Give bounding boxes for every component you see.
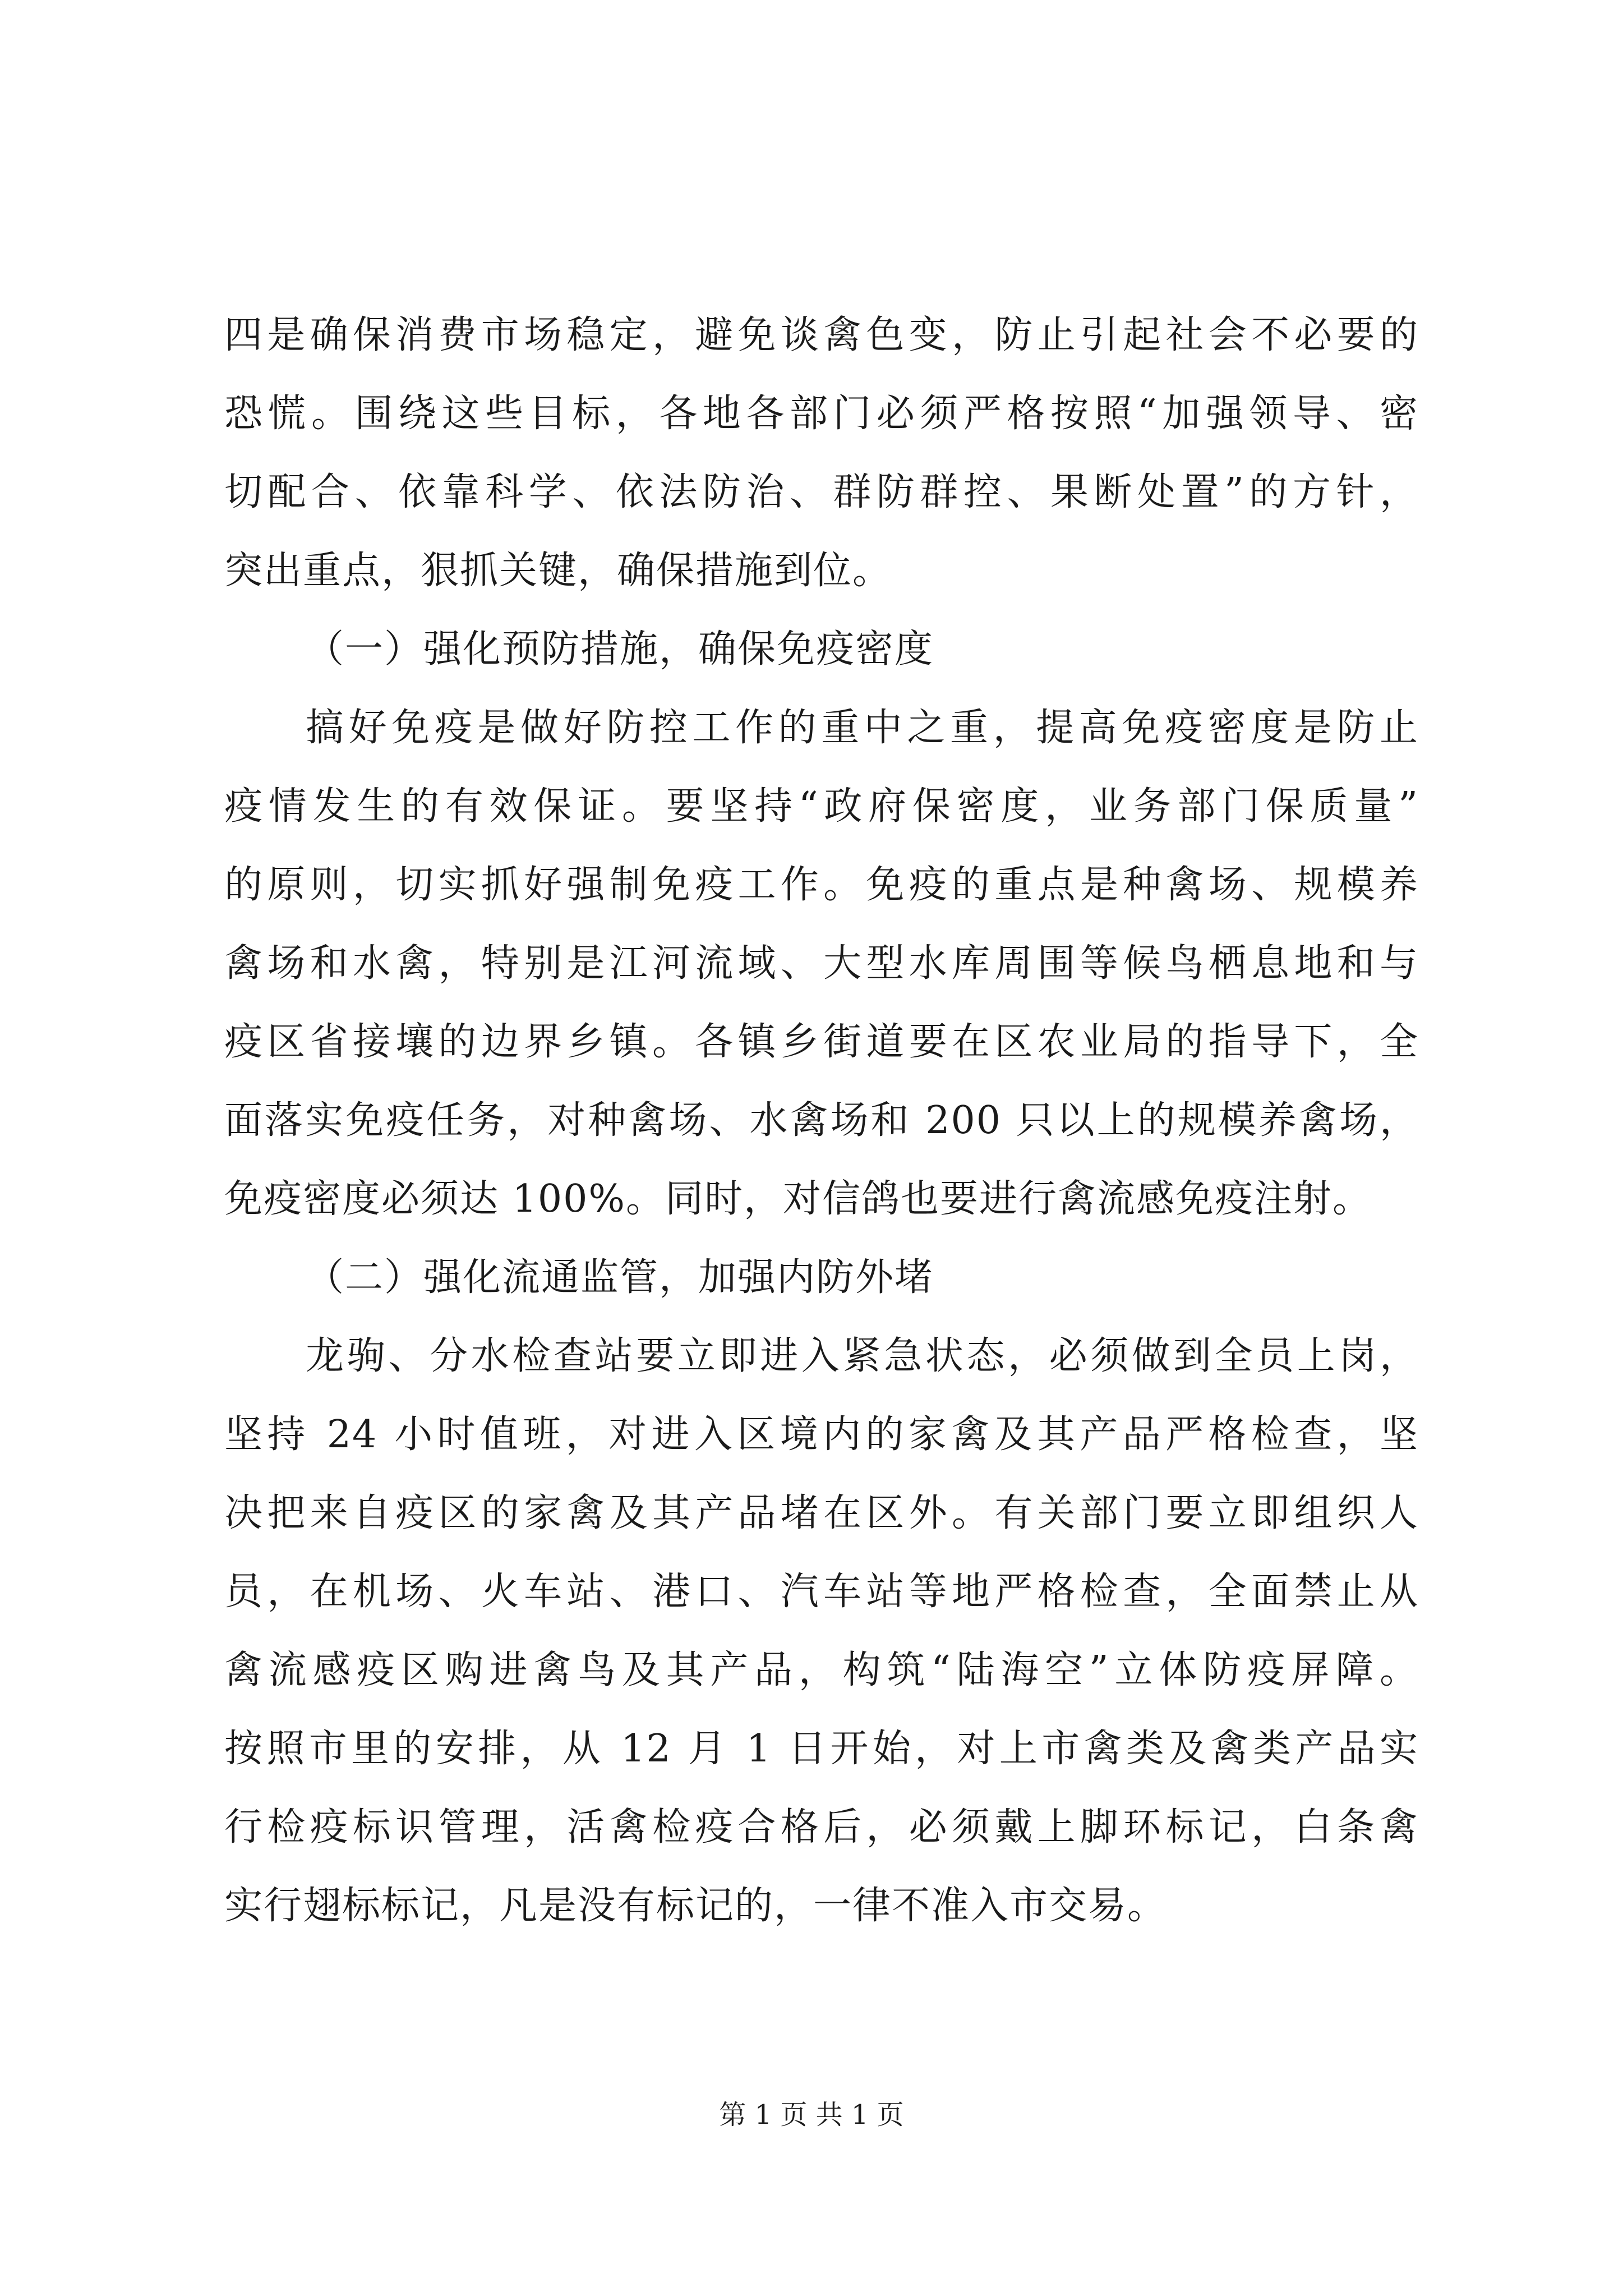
body-line: 突出重点，狠抓关键，确保措施到位。 [224, 549, 892, 593]
body-line: 行检疫标识管理，活禽检疫合格后，必须戴上脚环标记，白条禽 [224, 1805, 1419, 1849]
body-line: 员，在机场、火车站、港口、汽车站等地严格检查，全面禁止从 [224, 1570, 1419, 1614]
body-line: 四是确保消费市场稳定，避免谈禽色变，防止引起社会不必要的 [224, 313, 1419, 357]
body-line: 禽流感疫区购进禽鸟及其产品，构筑“陆海空”立体防疫屏障。 [224, 1648, 1419, 1692]
body-line: 决把来自疫区的家禽及其产品堵在区外。有关部门要立即组织人 [224, 1491, 1419, 1535]
section-heading-1: （一）强化预防措施，确保免疫密度 [306, 627, 934, 671]
body-line: 疫区省接壤的边界乡镇。各镇乡街道要在区农业局的指导下，全 [224, 1020, 1419, 1064]
body-line: 坚持 24 小时值班，对进入区境内的家禽及其产品严格检查，坚 [224, 1412, 1419, 1457]
section-heading-2: （二）强化流通监管，加强内防外堵 [306, 1255, 934, 1300]
body-line: 龙驹、分水检查站要立即进入紧急状态，必须做到全员上岗， [306, 1334, 1419, 1378]
body-line: 疫情发生的有效保证。要坚持“政府保密度，业务部门保质量” [224, 784, 1419, 829]
body-line: 的原则，切实抓好强制免疫工作。免疫的重点是种禽场、规模养 [224, 863, 1419, 907]
body-line: 面落实免疫任务，对种禽场、水禽场和 200 只以上的规模养禽场， [224, 1098, 1419, 1143]
body-line: 禽场和水禽，特别是江河流域、大型水库周围等候鸟栖息地和与 [224, 941, 1419, 986]
body-line: 切配合、依靠科学、依法防治、群防群控、果断处置”的方针， [224, 470, 1419, 514]
body-line: 按照市里的安排，从 12 月 1 日开始，对上市禽类及禽类产品实 [224, 1727, 1419, 1771]
body-line: 搞好免疫是做好防控工作的重中之重，提高免疫密度是防止 [306, 706, 1419, 750]
body-line: 免疫密度必须达 100%。同时，对信鸽也要进行禽流感免疫注射。 [224, 1177, 1372, 1221]
page-footer: 第 1 页 共 1 页 [719, 2099, 904, 2131]
body-line: 实行翅标标记，凡是没有标记的，一律不准入市交易。 [224, 1884, 1167, 1928]
body-line: 恐慌。围绕这些目标，各地各部门必须严格按照“加强领导、密 [224, 392, 1419, 436]
